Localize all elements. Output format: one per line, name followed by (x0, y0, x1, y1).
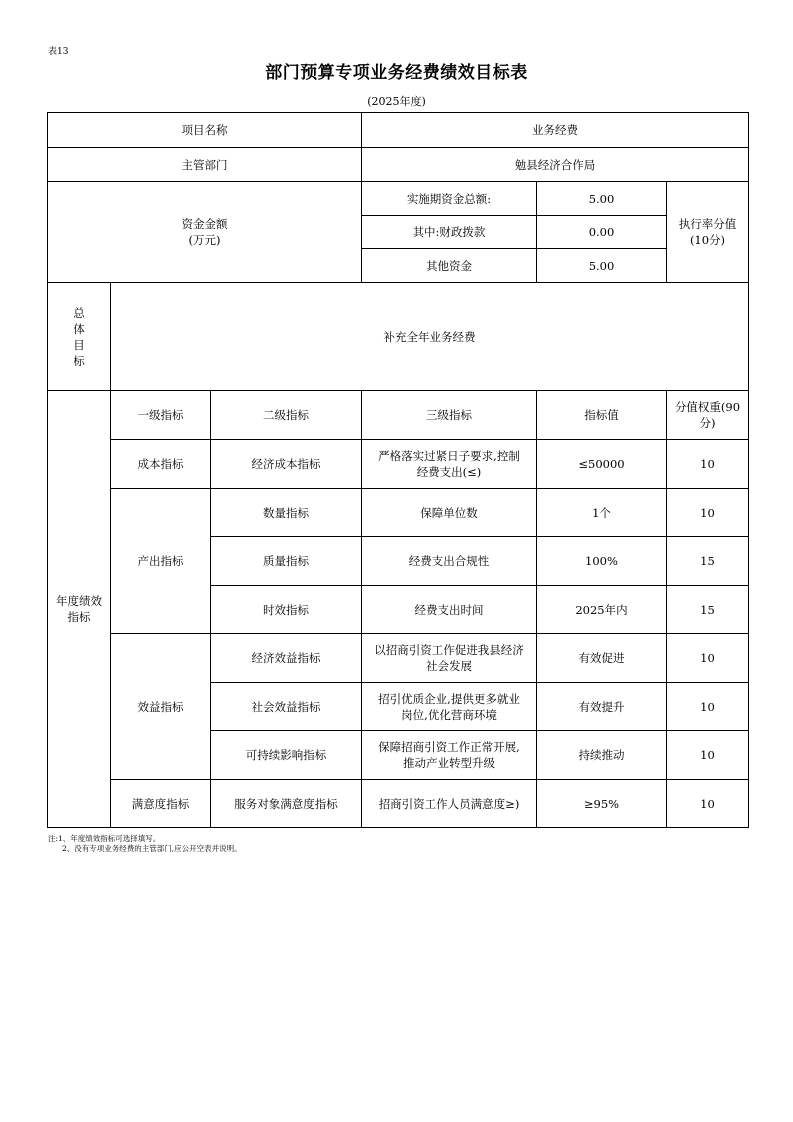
overall-goal-char: 目 (73, 337, 85, 352)
level3-line2: 推动产业转型升级 (403, 756, 495, 770)
level1-cell: 效益指标 (111, 634, 211, 780)
level3-cell: 保障单位数 (362, 489, 537, 537)
indicator-weight: 10 (667, 440, 749, 489)
indicator-weight: 10 (667, 731, 749, 780)
level3-line1: 招引优质企业,提供更多就业 (378, 691, 520, 706)
indicator-value: 1个 (537, 489, 667, 537)
level2-cell: 服务对象满意度指标 (211, 780, 362, 828)
indicator-weight: 10 (667, 780, 749, 828)
indicator-weight: 15 (667, 537, 749, 586)
overall-goal-char: 总 (73, 305, 85, 320)
table-row (48, 634, 749, 683)
table-row (48, 440, 749, 489)
department-value: 勉县经济合作局 (362, 148, 749, 182)
level3-line2: 社会发展 (426, 659, 472, 673)
indicator-value: 2025年内 (537, 586, 667, 634)
header-level3: 三级指标 (362, 391, 537, 440)
level2-cell: 质量指标 (211, 537, 362, 586)
footnotes (48, 834, 242, 854)
indicator-value: 持续推动 (537, 731, 667, 780)
funds-fiscal-label: 其中:财政拨款 (362, 216, 537, 249)
funds-total-value: 5.00 (537, 182, 667, 216)
table-row (48, 780, 749, 828)
funds-fiscal-value: 0.00 (537, 216, 667, 249)
header-weight-line1: 分值权重(90 (674, 400, 741, 414)
footnote-2: 2、没有专项业务经费的主管部门,应公开空表并说明。 (62, 844, 242, 853)
indicator-weight: 10 (667, 489, 749, 537)
funds-amount-label (48, 182, 362, 283)
overall-goal-label (48, 283, 111, 391)
execution-score-line1: 执行率分值 (678, 217, 737, 231)
funds-other-label: 其他资金 (362, 249, 537, 283)
level1-cell: 满意度指标 (111, 780, 211, 828)
level3-cell: 经费支出时间 (362, 586, 537, 634)
funds-total-label: 实施期资金总额: (362, 182, 537, 216)
level3-line2: 岗位,优化营商环境 (401, 707, 497, 722)
level3-line1: 以招商引资工作促进我县经济 (374, 643, 524, 657)
header-value: 指标值 (537, 391, 667, 440)
indicator-value: 有效提升 (537, 683, 667, 731)
department-label: 主管部门 (48, 148, 362, 182)
indicator-weight: 10 (667, 683, 749, 731)
fiscal-year-label: (2025年度) (367, 95, 426, 108)
annual-indicator-label-line2: 指标 (67, 610, 91, 624)
overall-goal-row (48, 283, 749, 391)
level2-cell: 可持续影响指标 (211, 731, 362, 780)
indicator-value: 100% (537, 537, 667, 586)
indicator-value: ≤50000 (537, 440, 667, 489)
funds-other-value: 5.00 (537, 249, 667, 283)
project-name-label: 项目名称 (48, 113, 362, 148)
header-weight (667, 391, 749, 440)
execution-score-label (667, 182, 749, 283)
level1-cell: 产出指标 (111, 489, 211, 634)
document-title: 部门预算专项业务经费绩效目标表 (265, 63, 528, 83)
department-row (48, 148, 749, 182)
indicator-weight: 10 (667, 634, 749, 683)
overall-goal-content: 补充全年业务经费 (111, 283, 749, 391)
level2-cell: 数量指标 (211, 489, 362, 537)
annual-indicator-label (48, 391, 111, 828)
level3-cell (362, 731, 537, 780)
level2-cell: 时效指标 (211, 586, 362, 634)
overall-goal-char: 体 (73, 321, 85, 336)
funds-amount-label-line1: 资金金额 (181, 217, 228, 231)
indicator-value: ≥95% (537, 780, 667, 828)
header-level1: 一级指标 (111, 391, 211, 440)
level3-cell: 招商引资工作人员满意度≥) (362, 780, 537, 828)
annual-indicator-label-line1: 年度绩效 (56, 594, 102, 608)
level3-line1: 严格落实过紧日子要求,控制 (378, 449, 520, 463)
level3-line2: 经费支出(≤) (416, 465, 482, 479)
header-weight-line2: 分) (699, 416, 716, 430)
indicator-value: 有效促进 (537, 634, 667, 683)
overall-goal-char: 标 (73, 353, 85, 368)
level2-cell: 社会效益指标 (211, 683, 362, 731)
indicator-weight: 15 (667, 586, 749, 634)
level2-cell: 经济效益指标 (211, 634, 362, 683)
level3-cell (362, 634, 537, 683)
level2-cell: 经济成本指标 (211, 440, 362, 489)
funds-total-row (48, 182, 749, 216)
project-name-row (48, 113, 749, 148)
project-name-value: 业务经费 (362, 113, 749, 148)
level3-cell (362, 683, 537, 731)
footnote-1: 注:1、年度绩效指标可选择填写。 (48, 834, 161, 843)
table-row (48, 489, 749, 537)
indicator-header-row (48, 391, 749, 440)
header-level2: 二级指标 (211, 391, 362, 440)
level1-cell: 成本指标 (111, 440, 211, 489)
performance-target-table (47, 112, 749, 828)
level3-line1: 保障招商引资工作正常开展, (378, 740, 520, 754)
level3-cell: 经费支出合规性 (362, 537, 537, 586)
execution-score-line2: (10分) (689, 233, 726, 247)
funds-amount-label-line2: (万元) (188, 233, 221, 247)
table-number-label: 表13 (48, 47, 69, 57)
level3-cell (362, 440, 537, 489)
